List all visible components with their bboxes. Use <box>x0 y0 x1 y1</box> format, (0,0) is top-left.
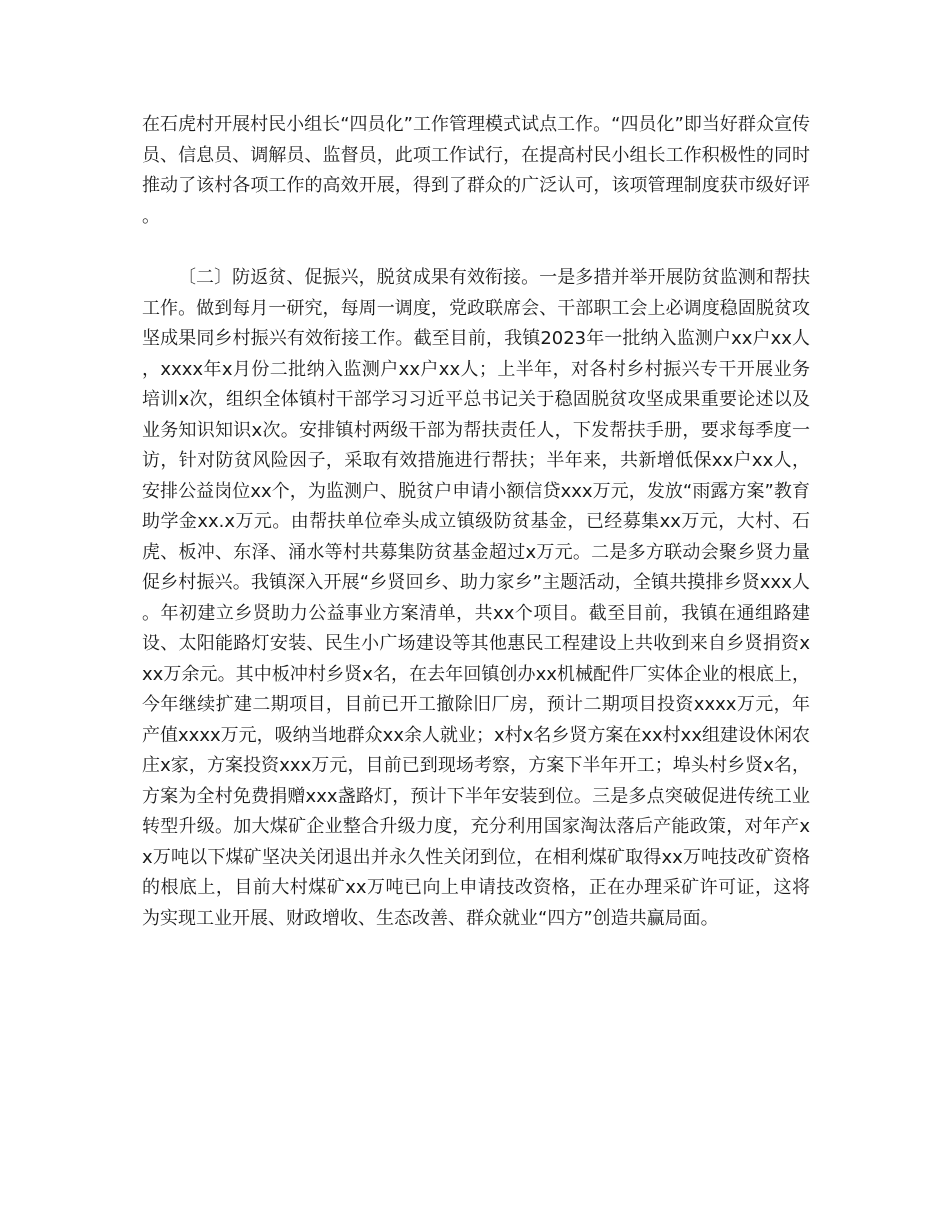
paragraph-text: 在石虎村开展村民小组长“四员化”工作管理模式试点工作。“四员化”即当好群众宣传员、信息员、调解员、监督员，此项工作试行，在提高村民小组长工作积极性的同时推动了该村各项工作的高效开展，得到了群众的广泛认可，该项管理制度获市级好评。 <box>142 114 810 227</box>
paragraph-continuation <box>142 110 810 232</box>
paragraph-section-two <box>142 263 810 934</box>
paragraph-text: 〔二〕防返贫、促振兴，脱贫成果有效衔接。一是多措并举开展防贫监测和帮扶工作。做到每月一研究，每周一调度，党政联席会、干部职工会上必调度稳固脱贫攻坚成果同乡村振兴有效衔接工作。截至目前，我镇2023年一批纳入监测户xx户xx人，xxxx年x月份二批纳入监测户xx户xx人；上半年，对各村乡村振兴专干开展业务培训x次，组织全体镇村干部学习习近平总书记关于稳固脱贫攻坚成果重要论述以及业务知识知识x次。安排镇村两级干部为帮扶责任人，下发帮扶手册，要求每季度一访，针对防贫风险因子，采取有效措施进行帮扶；半年来，共新增低保xx户xx人，安排公益岗位xx个，为监测户、脱贫户申请小额信贷xxx万元，发放“雨露方案”教育助学金xx.x万元。由帮扶单位牵头成立镇级防贫基金，已经募集xx万元，大村、石虎、板冲、东泽、涌水等村共募集防贫基金超过x万元。二是多方联动会聚乡贤力量促乡村振兴。我镇深入开展“乡贤回乡、助力家乡”主题活动，全镇共摸排乡贤xxx人。年初建立乡贤助力公益事业方案清单，共xx个项目。截至目前，我镇在通组路建设、太阳能路灯安装、民生小广场建设等其他惠民工程建设上共收到来自乡贤捐资xxx万余元。其中板冲村乡贤x名，在去年回镇创办xx机械配件厂实体企业的根底上，今年继续扩建二期项目，目前已开工撤除旧厂房，预计二期项目投资xxxx万元，年产值xxxx万元，吸纳当地群众xx余人就业；x村x名乡贤方案在xx村xx组建设休闲农庄x家，方案投资xxx万元，目前已到现场考察，方案下半年开工；埠头村乡贤x名，方案为全村免费捐赠xxx盏路灯，预计下半年安装到位。三是多点突破促进传统工业转型升级。加大煤矿企业整合升级力度，充分利用国家淘汰落后产能政策，对年产xx万吨以下煤矿坚决关闭退出并永久性关闭到位，在相利煤矿取得xx万吨技改矿资格的根底上，目前大村煤矿xx万吨已向上申请技改资格，正在办理采矿许可证，这将为实现工业开展、财政增收、生态改善、群众就业“四方”创造共赢局面。 <box>142 267 810 929</box>
